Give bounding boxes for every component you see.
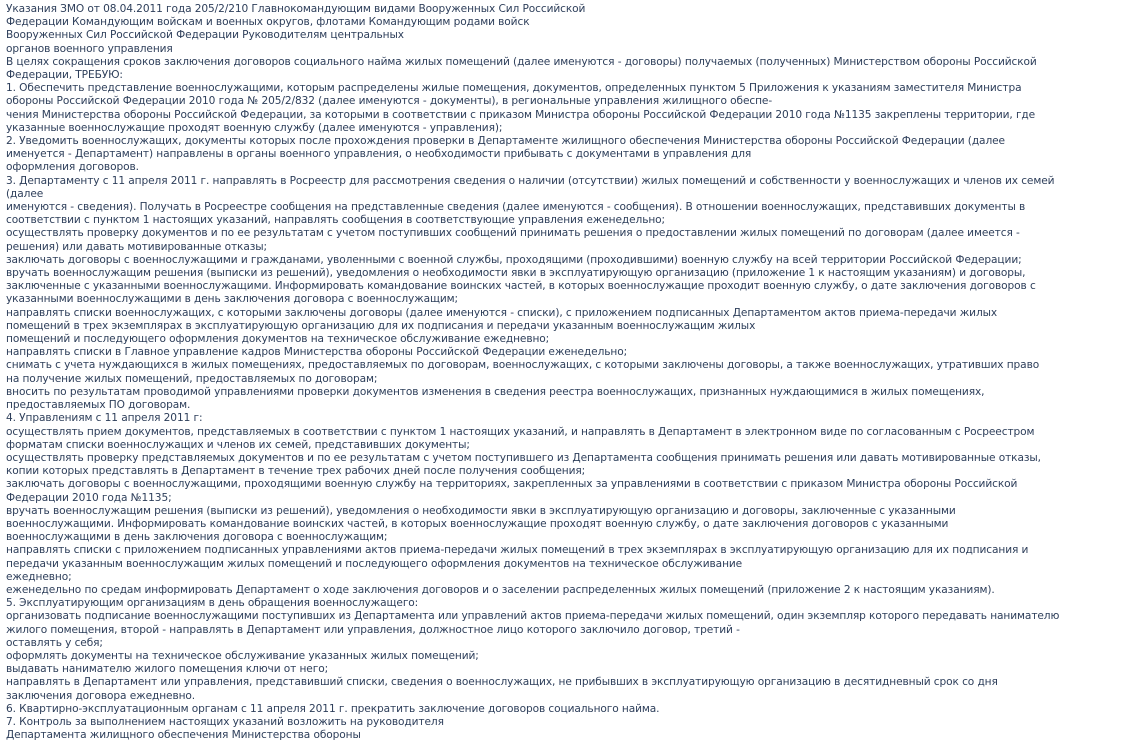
- document-line: обороны Российской Федерации 2010 года № 205/2/832 (далее именуются - документы), в региональные управления жилищного обеспе-: [6, 95, 773, 108]
- document-line: 2. Уведомить военнослужащих, документы которых после прохождения проверки в Департаменте жилищного обеспечения Министерства обороны Российской Федерации (далее: [6, 135, 1005, 148]
- document-line: оставлять у себя;: [6, 636, 103, 649]
- document-line: Федерации Командующим войскам и военных округов, флотами Командующим родами войск: [6, 16, 530, 29]
- document-line: осуществлять проверку документов и по ее результатам с учетом поступивших сообщений принимать решения о предоставлении жилых помещений по договорам (далее имеется -: [6, 227, 1020, 240]
- document-line: заключения договора ежедневно.: [6, 689, 196, 702]
- document-line: осуществлять проверку представляемых документов и по ее результатам с учетом поступившего из Департамента сообщения принимать решения или давать мотивированные отказы,: [6, 451, 1041, 464]
- document-line: заключать договоры с военнослужащими и гражданами, уволенными с военной службы, проходящими (проходившими) военную службу на всей территории Российской Федерации;: [6, 253, 1022, 266]
- document-line: соответствии с пунктом 1 настоящих указаний, направлять сообщения в соответствующие управления еженедельно;: [6, 214, 666, 227]
- document-line: направлять в Департамент или управления, представивший списки, сведения о военнослужащих, не прибывших в эксплуатирующую организацию в десятидневный срок со дня: [6, 676, 998, 689]
- document-line: ежедневно;: [6, 570, 72, 583]
- document-line: чения Министерства обороны Российской Федерации, за которыми в соответствии с приказом Министра обороны Российской Федерации 2010 года №1135 закреплены территории, где: [6, 108, 1036, 121]
- document-line: помещений и последующего оформления документов на техническое обслуживание ежедневно;: [6, 333, 550, 346]
- document-line: предоставляемых ПО договорам.: [6, 399, 191, 412]
- document-line: именуются - сведения). Получать в Росреестре сообщения на представленные сведения (далее именуются - сообщения). В отношении военнослужащих, представивших документы в: [6, 201, 1026, 214]
- document-line: оформления договоров.: [6, 161, 139, 174]
- document-line: Федерации, ТРЕБУЮ:: [6, 69, 123, 82]
- document-line: военнослужащими. Информировать командование воинских частей, в которых военнослужащие проходят военную службу, о дате заключения договоров с указанными: [6, 517, 949, 530]
- document-line: указанными военнослужащими в день заключения договора с военнослужащим;: [6, 293, 459, 306]
- document-line: Департамента жилищного обеспечения Министерства обороны: [6, 729, 361, 742]
- document-line: 4. Управлениям с 11 апреля 2011 г:: [6, 412, 203, 425]
- document-line: еженедельно по средам информировать Департамент о ходе заключения договоров и о заселении распределенных жилых помещений (приложение 2 к настоящим указаниям).: [6, 583, 995, 596]
- document-line: В целях сокращения сроков заключения договоров социального найма жилых помещений (далее именуются - договоры) получаемых (полученных) Министерством обороны Российской: [6, 55, 1037, 68]
- document-line: указанные военнослужащие проходят военную службу (далее именуются - управления);: [6, 121, 503, 134]
- document-line: военнослужащими в день заключения договора с военнослужащим;: [6, 531, 388, 544]
- document-line: вручать военнослужащим решения (выписки из решений), уведомления о необходимости явки в эксплуатирующую организацию (приложение 1 к настоящим указаниям) и договоры,: [6, 267, 1026, 280]
- document-line: передачи указанным военнослужащим жилых помещений и последующего оформления документов на техническое обслуживание: [6, 557, 743, 570]
- document-line: вносить по результатам проводимой управлениями проверки документов изменения в сведения реестра военнослужащих, признанных нуждающимися в жилых помещениях,: [6, 385, 985, 398]
- document-line: направлять списки с приложением подписанных управлениями актов приема-передачи жилых помещений в трех экземплярах в эксплуатирующую организацию для их подписания и: [6, 544, 1029, 557]
- document-line: органов военного управления: [6, 42, 173, 55]
- document-line: 3. Департаменту с 11 апреля 2011 г. направлять в Росреестр для рассмотрения сведения о наличии (отсутствии) жилых помещений и собственности у военнослужащих и членов их семей: [6, 174, 1055, 187]
- document-line: осуществлять прием документов, представляемых в соответствии с пунктом 1 настоящих указаний, и направлять в Департамент в электронном виде по согласованным с Росреестром: [6, 425, 1035, 438]
- document-line: заключать договоры с военнослужащими, проходящими военную службу на территориях, закрепленных за управлениями в соответствии с приказом Министра обороны Российской: [6, 478, 1018, 491]
- document-line: организовать подписание военнослужащими поступивших из Департамента или управлений актов приема-передачи жилых помещений, один экземпляр которого передавать нанимателю: [6, 610, 1060, 623]
- document-line: именуется - Департамент) направлены в органы военного управления, о необходимости прибывать с документами в управления для: [6, 148, 752, 161]
- document-line: оформлять документы на техническое обслуживание указанных жилых помещений;: [6, 649, 479, 662]
- document-body: [6, 3, 1059, 742]
- document-line: жилого помещения, второй - направлять в Департамент или управления, должностное лицо которого заключило договор, третий -: [6, 623, 740, 636]
- document-line: решения) или давать мотивированные отказы;: [6, 240, 267, 253]
- document-line: копии которых представлять в Департамент в течение трех рабочих дней после получения сообщения;: [6, 465, 586, 478]
- document-line: форматам списки военнослужащих и членов их семей, представивших документы;: [6, 438, 470, 451]
- document-line: Вооруженных Сил Российской Федерации Руководителям центральных: [6, 29, 404, 42]
- document-line: 5. Эксплуатирующим организациям в день обращения военнослужащего:: [6, 597, 419, 610]
- document-line: вручать военнослужащим решения (выписки из решений), уведомления о необходимости явки в эксплуатирующую организацию и договоры, заключенные с указанными: [6, 504, 956, 517]
- document-line: направлять списки военнослужащих, с которыми заключены договоры (далее именуются - списки), с приложением подписанных Департаментом актов приема-передачи жилых: [6, 306, 998, 319]
- document-line: помещений в трех экземплярах в эксплуатирующую организацию для их подписания и передачи указанным военнослужащим жилых: [6, 319, 756, 332]
- document-line: на получение жилых помещений, предоставляемых по договорам;: [6, 372, 378, 385]
- document-line: снимать с учета нуждающихся в жилых помещениях, предоставляемых по договорам, военнослужащих, с которыми заключены договоры, а также военнослужащих, утративших право: [6, 359, 1040, 372]
- document-line: выдавать нанимателю жилого помещения ключи от него;: [6, 663, 329, 676]
- document-line: Федерации 2010 года №1135;: [6, 491, 172, 504]
- document-line: (далее: [6, 187, 44, 200]
- document-line: заключенные с указанными военнослужащими. Информировать командование воинских частей, в которых военнослужащие проходит военную службу, о дате заключения договоров с: [6, 280, 1036, 293]
- document-line: 6. Квартирно-эксплуатационным органам с 11 апреля 2011 г. прекратить заключение договоров социального найма.: [6, 702, 660, 715]
- document-line: направлять списки в Главное управление кадров Министерства обороны Российской Федерации еженедельно;: [6, 346, 628, 359]
- document-line: 1. Обеспечить представление военнослужащими, которым распределены жилые помещения, документов, определенных пунктом 5 Приложения к указаниям заместителя Министра: [6, 82, 1022, 95]
- document-line: 7. Контроль за выполнением настоящих указаний возложить на руководителя: [6, 715, 444, 728]
- document-line: Указания ЗМО от 08.04.2011 года 205/2/210 Главнокомандующим видами Вооруженных Сил Российской: [6, 3, 586, 15]
